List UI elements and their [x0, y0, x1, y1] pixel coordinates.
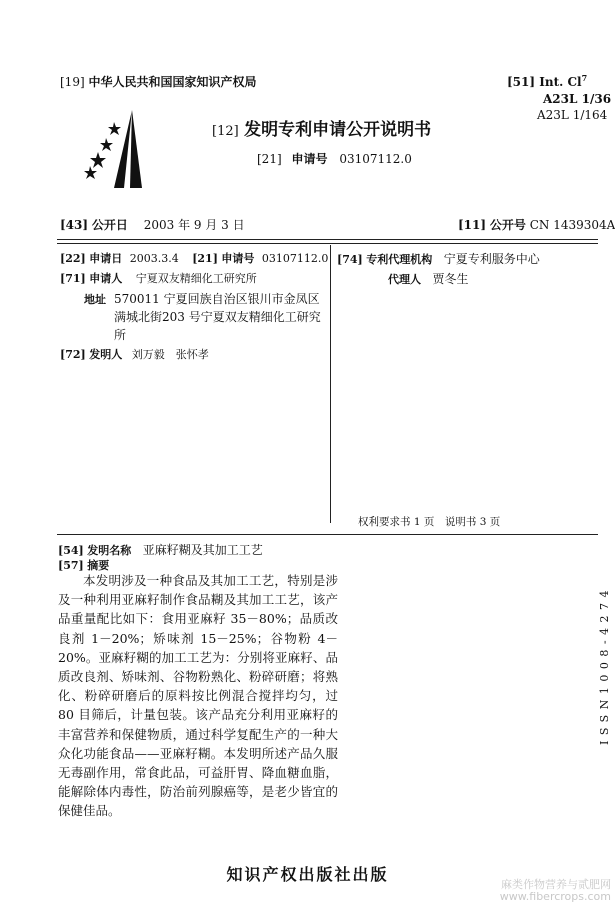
int-cl-label: Int. Cl — [539, 75, 582, 89]
pub-date-code: [43] — [60, 218, 89, 232]
issn-vertical: ISSN1008-4274 — [598, 584, 611, 745]
appno2-code: [21] — [192, 252, 218, 265]
inventor-code: [72] — [60, 348, 86, 361]
abstract-body — [58, 571, 338, 821]
agent-line — [388, 270, 469, 287]
inventor-label: 发明人 — [89, 348, 123, 361]
top-rule — [57, 239, 598, 240]
abstract-code: [57] — [58, 559, 84, 572]
inventor-line — [60, 346, 209, 362]
abstract-label: 摘要 — [87, 559, 110, 572]
column-divider — [330, 245, 331, 523]
abstract-paragraph: 本发明涉及一种食品及其加工工艺，特别是涉及一种利用亚麻籽制作食品糊及其加工工艺，该产品重量配比如下：食用亚麻籽 35－80%；品质改良剂 1－20%；矫味剂 15－25%；谷物粉 4－20%。亚麻籽糊的加工工艺为：分别将亚麻籽、品质改良剂、矫味剂、谷物粉熟化、粉碎研磨；将熟化、粉碎研磨后的原料按比例混合搅拌均匀，过 80 目筛后，计量包装。该产品充分利用亚麻籽的丰富营养和保健物质，通过科学复配生产的一种大众化功能食品——亚麻籽糊。本发明所述产品久服无毒副作用，常食此品，可益肝胃、降血糖血脂，能解除体内毒性，防治前列腺癌等，是老少皆宜的保健佳品。 — [58, 573, 338, 819]
address-line-3: 所 — [114, 328, 127, 342]
title-line — [58, 541, 263, 558]
watermark-line-2: www.fibercrops.com — [499, 890, 611, 903]
ipc-main: A23L 1/36 — [543, 92, 612, 106]
filing-value: 2003.3.4 — [129, 252, 179, 265]
watermark-line-1: 麻类作物营养与贰肥网 — [501, 878, 611, 891]
appno2-label: 申请号 — [221, 252, 255, 265]
pages-note: 权利要求书 1 页 说明书 3 页 — [358, 516, 501, 528]
appno-value: 03107112.0 — [339, 152, 412, 166]
agency-line — [337, 250, 540, 267]
doc-type-code: [12] — [212, 124, 239, 139]
filing-code: [22] — [60, 252, 86, 265]
appno-label: 申请号 — [291, 152, 328, 166]
address-line-1: 570011 宁夏回族自治区银川市金凤区 — [114, 292, 320, 306]
agency-code: [74] — [337, 253, 363, 266]
applicant-label: 申请人 — [89, 272, 123, 285]
appno-line — [257, 150, 412, 167]
doc-type: 发明专利申请公开说明书 — [244, 120, 432, 140]
applicant-line — [60, 270, 257, 286]
title-label: 发明名称 — [87, 544, 132, 557]
office-line — [60, 73, 256, 90]
applicant-value: 宁夏双友精细化工研究所 — [135, 272, 257, 285]
doc-type-line — [212, 115, 431, 140]
pub-date-label: 公开日 — [91, 218, 128, 232]
filing-label: 申请日 — [89, 252, 123, 265]
publisher-footer: 知识产权出版社出版 — [226, 865, 389, 884]
ipc-secondary: A23L 1/164 — [537, 108, 608, 122]
filing-line — [60, 250, 328, 266]
int-cl-code: [51] — [507, 75, 536, 89]
pubno-label: 公开号 — [489, 218, 526, 232]
applicant-code: [71] — [60, 272, 86, 285]
agency-value: 宁夏专利服务中心 — [443, 252, 540, 266]
pubno-value: CN 1439304A — [529, 218, 615, 232]
title-value: 亚麻籽糊及其加工工艺 — [142, 543, 263, 557]
office-code: [19] — [60, 75, 85, 89]
pubno-line — [458, 216, 615, 233]
appno-code: [21] — [257, 152, 282, 166]
agency-label: 专利代理机构 — [366, 253, 433, 266]
site-watermark — [500, 879, 611, 903]
top-rule-2 — [57, 243, 598, 244]
address-label: 地址 — [84, 293, 106, 306]
agent-label: 代理人 — [388, 273, 421, 286]
pub-date-value: 2003 年 9 月 3 日 — [143, 218, 245, 232]
pub-date-line — [60, 216, 245, 233]
int-cl-sup: 7 — [581, 73, 588, 83]
inventor-value: 刘万毅 张怀孝 — [131, 348, 209, 361]
address-line-2: 满城北街203 号宁夏双友精细化工研究 — [114, 310, 321, 324]
sipo-emblem-icon — [84, 108, 150, 188]
appno2-value: 03107112.0 — [261, 252, 329, 265]
agent-value: 贾冬生 — [432, 272, 469, 286]
pubno-code: [11] — [458, 218, 487, 232]
bottom-rule — [57, 534, 598, 535]
int-cl-line — [507, 73, 587, 89]
office-name: 中华人民共和国国家知识产权局 — [88, 75, 257, 89]
title-code: [54] — [58, 544, 84, 557]
